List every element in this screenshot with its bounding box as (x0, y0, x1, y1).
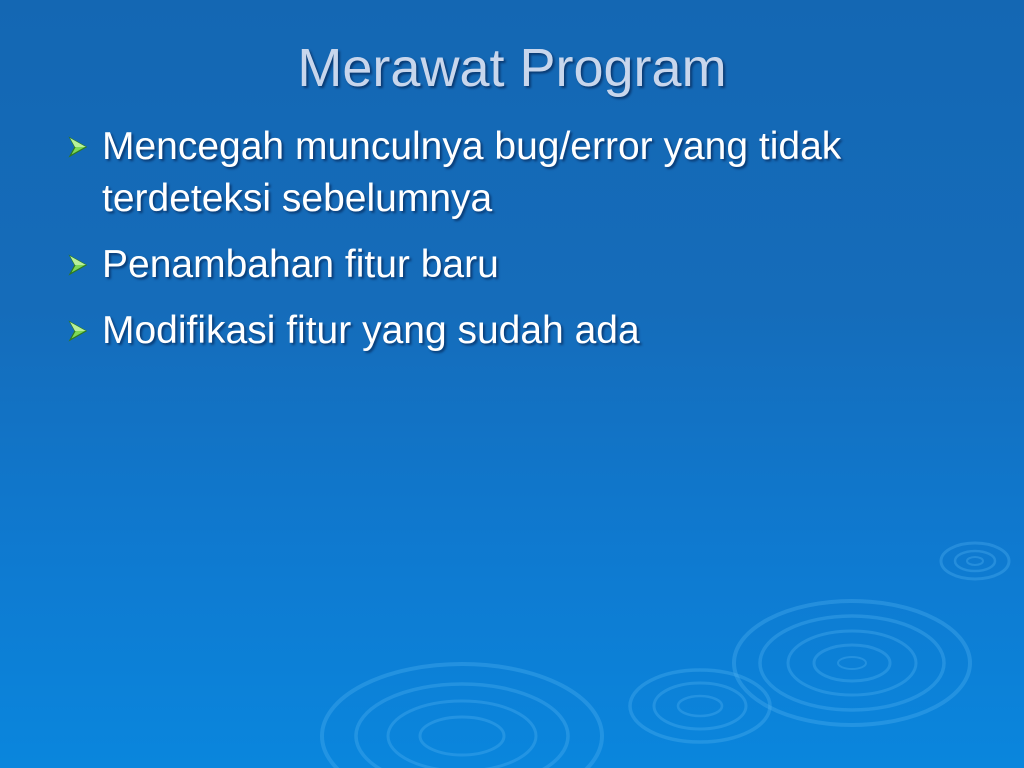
arrow-bullet-icon (66, 319, 90, 343)
arrow-bullet-icon (66, 253, 90, 277)
bullet-text: Mencegah munculnya bug/error yang tidak terdeteksi sebelumnya (102, 125, 842, 220)
ripple-middle (630, 670, 770, 742)
bullet-list (66, 121, 986, 371)
bullet-item (66, 121, 986, 225)
ripple-small (941, 543, 1009, 579)
bullet-text: Penambahan fitur baru (102, 243, 499, 286)
arrow-bullet-icon (66, 135, 90, 159)
bullet-item (66, 239, 986, 291)
slide-title: Merawat Program (297, 38, 727, 98)
bullet-text: Modifikasi fitur yang sudah ada (102, 309, 640, 352)
bullet-item (66, 305, 986, 357)
ripple-left (322, 664, 602, 768)
